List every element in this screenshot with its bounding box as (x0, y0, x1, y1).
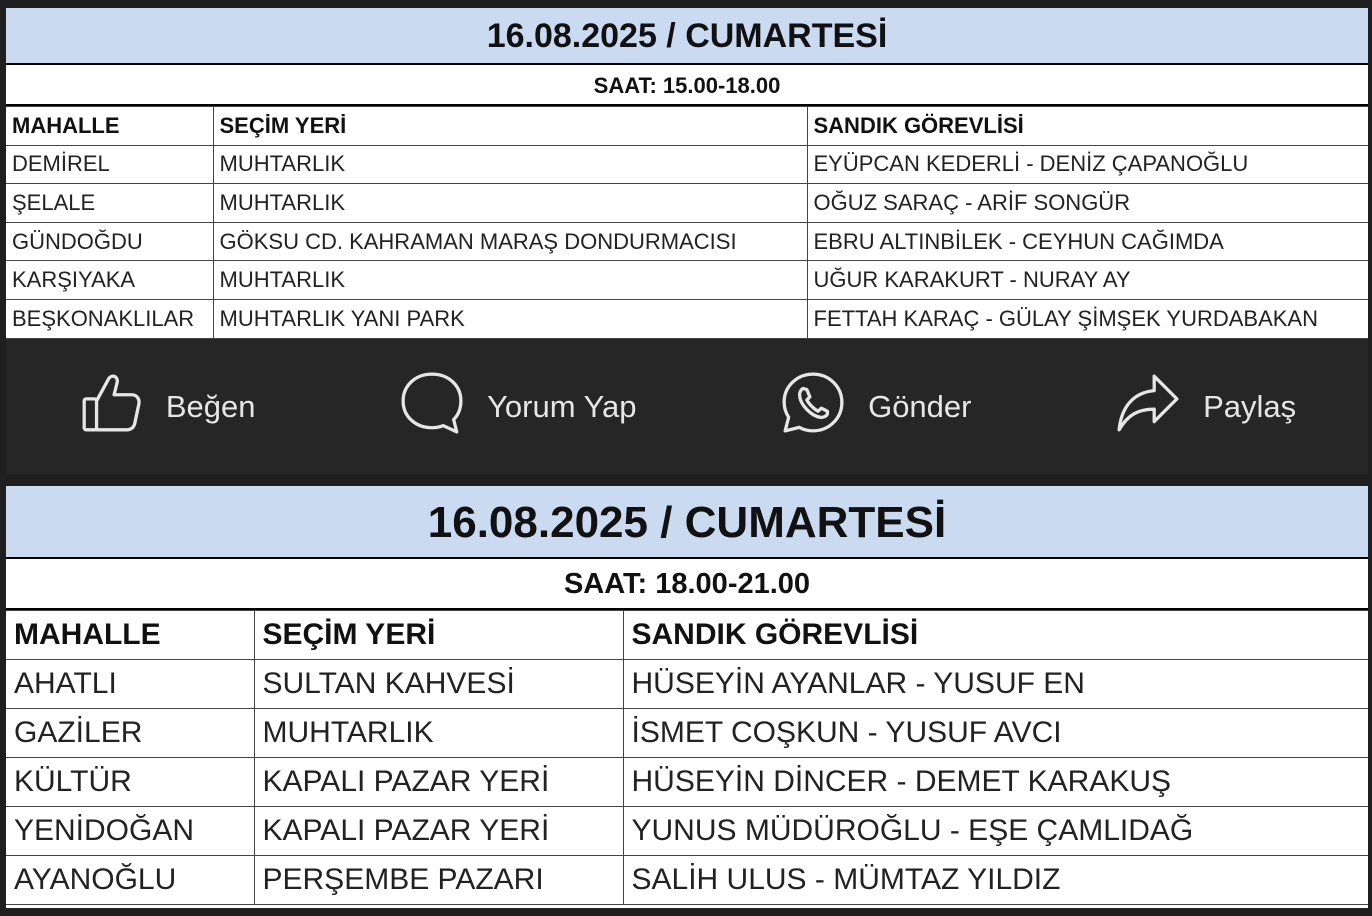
location-cell: MUHTARLIK (213, 184, 807, 223)
table-row (6, 709, 1368, 758)
location-cell: GÖKSU CD. KAHRAMAN MARAŞ DONDURMACISI (213, 222, 807, 261)
comment-label: Yorum Yap (487, 388, 637, 424)
location-cell: MUHTARLIK (213, 145, 807, 184)
like-label: Beğen (165, 388, 256, 424)
table-title: 16.08.2025 / CUMARTESİ (6, 8, 1368, 65)
table-header-row (6, 611, 1368, 660)
like-button[interactable] (78, 370, 256, 444)
neighborhood-cell: BEŞKONAKLILAR (6, 299, 213, 338)
table-title: 16.08.2025 / CUMARTESİ (6, 486, 1368, 559)
schedule-table-top (6, 8, 1368, 339)
schedule-table-bottom (6, 486, 1368, 908)
officials-cell: EBRU ALTINBİLEK - CEYHUN CAĞIMDA (807, 222, 1368, 261)
officials-cell: HÜSEYİN AYANLAR - YUSUF EN (623, 660, 1368, 709)
thumbs-up-icon (78, 370, 144, 444)
location-cell: KAPALI PAZAR YERİ (254, 807, 623, 856)
schedule-table (6, 106, 1368, 339)
officials-cell: FETTAH KARAÇ - GÜLAY ŞİMŞEK YURDABAKAN (807, 299, 1368, 338)
neighborhood-cell: GAZİLER (6, 709, 254, 758)
neighborhood-cell: AYANOĞLU (6, 856, 254, 905)
table-row (6, 261, 1368, 300)
header-cell: MAHALLE (6, 611, 254, 660)
neighborhood-cell: KARŞIYAKA (6, 261, 213, 300)
share-arrow-icon (1115, 370, 1181, 444)
neighborhood-cell: GÜNDOĞDU (6, 222, 213, 261)
officials-cell: OĞUZ SARAÇ - ARİF SONGÜR (807, 184, 1368, 223)
header-cell: SANDIK GÖREVLİSİ (623, 611, 1368, 660)
send-button[interactable] (780, 370, 971, 444)
officials-cell: HÜSEYİN DİNCER - DEMET KARAKUŞ (623, 758, 1368, 807)
neighborhood-cell: DEMİREL (6, 145, 213, 184)
speech-bubble-icon (399, 370, 465, 444)
time-range: SAAT: 15.00-18.00 (6, 65, 1368, 106)
location-cell: KAPALI PAZAR YERİ (254, 758, 623, 807)
officials-cell: İSMET COŞKUN - YUSUF AVCI (623, 709, 1368, 758)
table-header-row (6, 107, 1368, 146)
header-cell: SEÇİM YERİ (213, 107, 807, 146)
officials-cell: YUNUS MÜDÜROĞLU - EŞE ÇAMLIDAĞ (623, 807, 1368, 856)
post-action-bar (6, 339, 1368, 474)
table-row (6, 660, 1368, 709)
location-cell: PERŞEMBE PAZARI (254, 856, 623, 905)
location-cell: MUHTARLIK YANI PARK (213, 299, 807, 338)
location-cell: MUHTARLIK (213, 261, 807, 300)
table-row (6, 856, 1368, 905)
header-cell: SANDIK GÖREVLİSİ (807, 107, 1368, 146)
location-cell: SULTAN KAHVESİ (254, 660, 623, 709)
neighborhood-cell: ŞELALE (6, 184, 213, 223)
location-cell: MUHTARLIK (254, 709, 623, 758)
schedule-table (6, 610, 1368, 905)
neighborhood-cell: AHATLI (6, 660, 254, 709)
table-row (6, 184, 1368, 223)
send-label: Gönder (868, 388, 972, 424)
officials-cell: EYÜPCAN KEDERLİ - DENİZ ÇAPANOĞLU (807, 145, 1368, 184)
time-range: SAAT: 18.00-21.00 (6, 559, 1368, 610)
table-row (6, 807, 1368, 856)
neighborhood-cell: KÜLTÜR (6, 758, 254, 807)
share-button[interactable] (1115, 370, 1296, 444)
table-row (6, 758, 1368, 807)
whatsapp-icon (780, 370, 846, 444)
table-row (6, 145, 1368, 184)
table-row (6, 222, 1368, 261)
comment-button[interactable] (399, 370, 636, 444)
officials-cell: SALİH ULUS - MÜMTAZ YILDIZ (623, 856, 1368, 905)
table-row (6, 299, 1368, 338)
neighborhood-cell: YENİDOĞAN (6, 807, 254, 856)
share-label: Paylaş (1203, 388, 1297, 424)
header-cell: SEÇİM YERİ (254, 611, 623, 660)
officials-cell: UĞUR KARAKURT - NURAY AY (807, 261, 1368, 300)
header-cell: MAHALLE (6, 107, 213, 146)
